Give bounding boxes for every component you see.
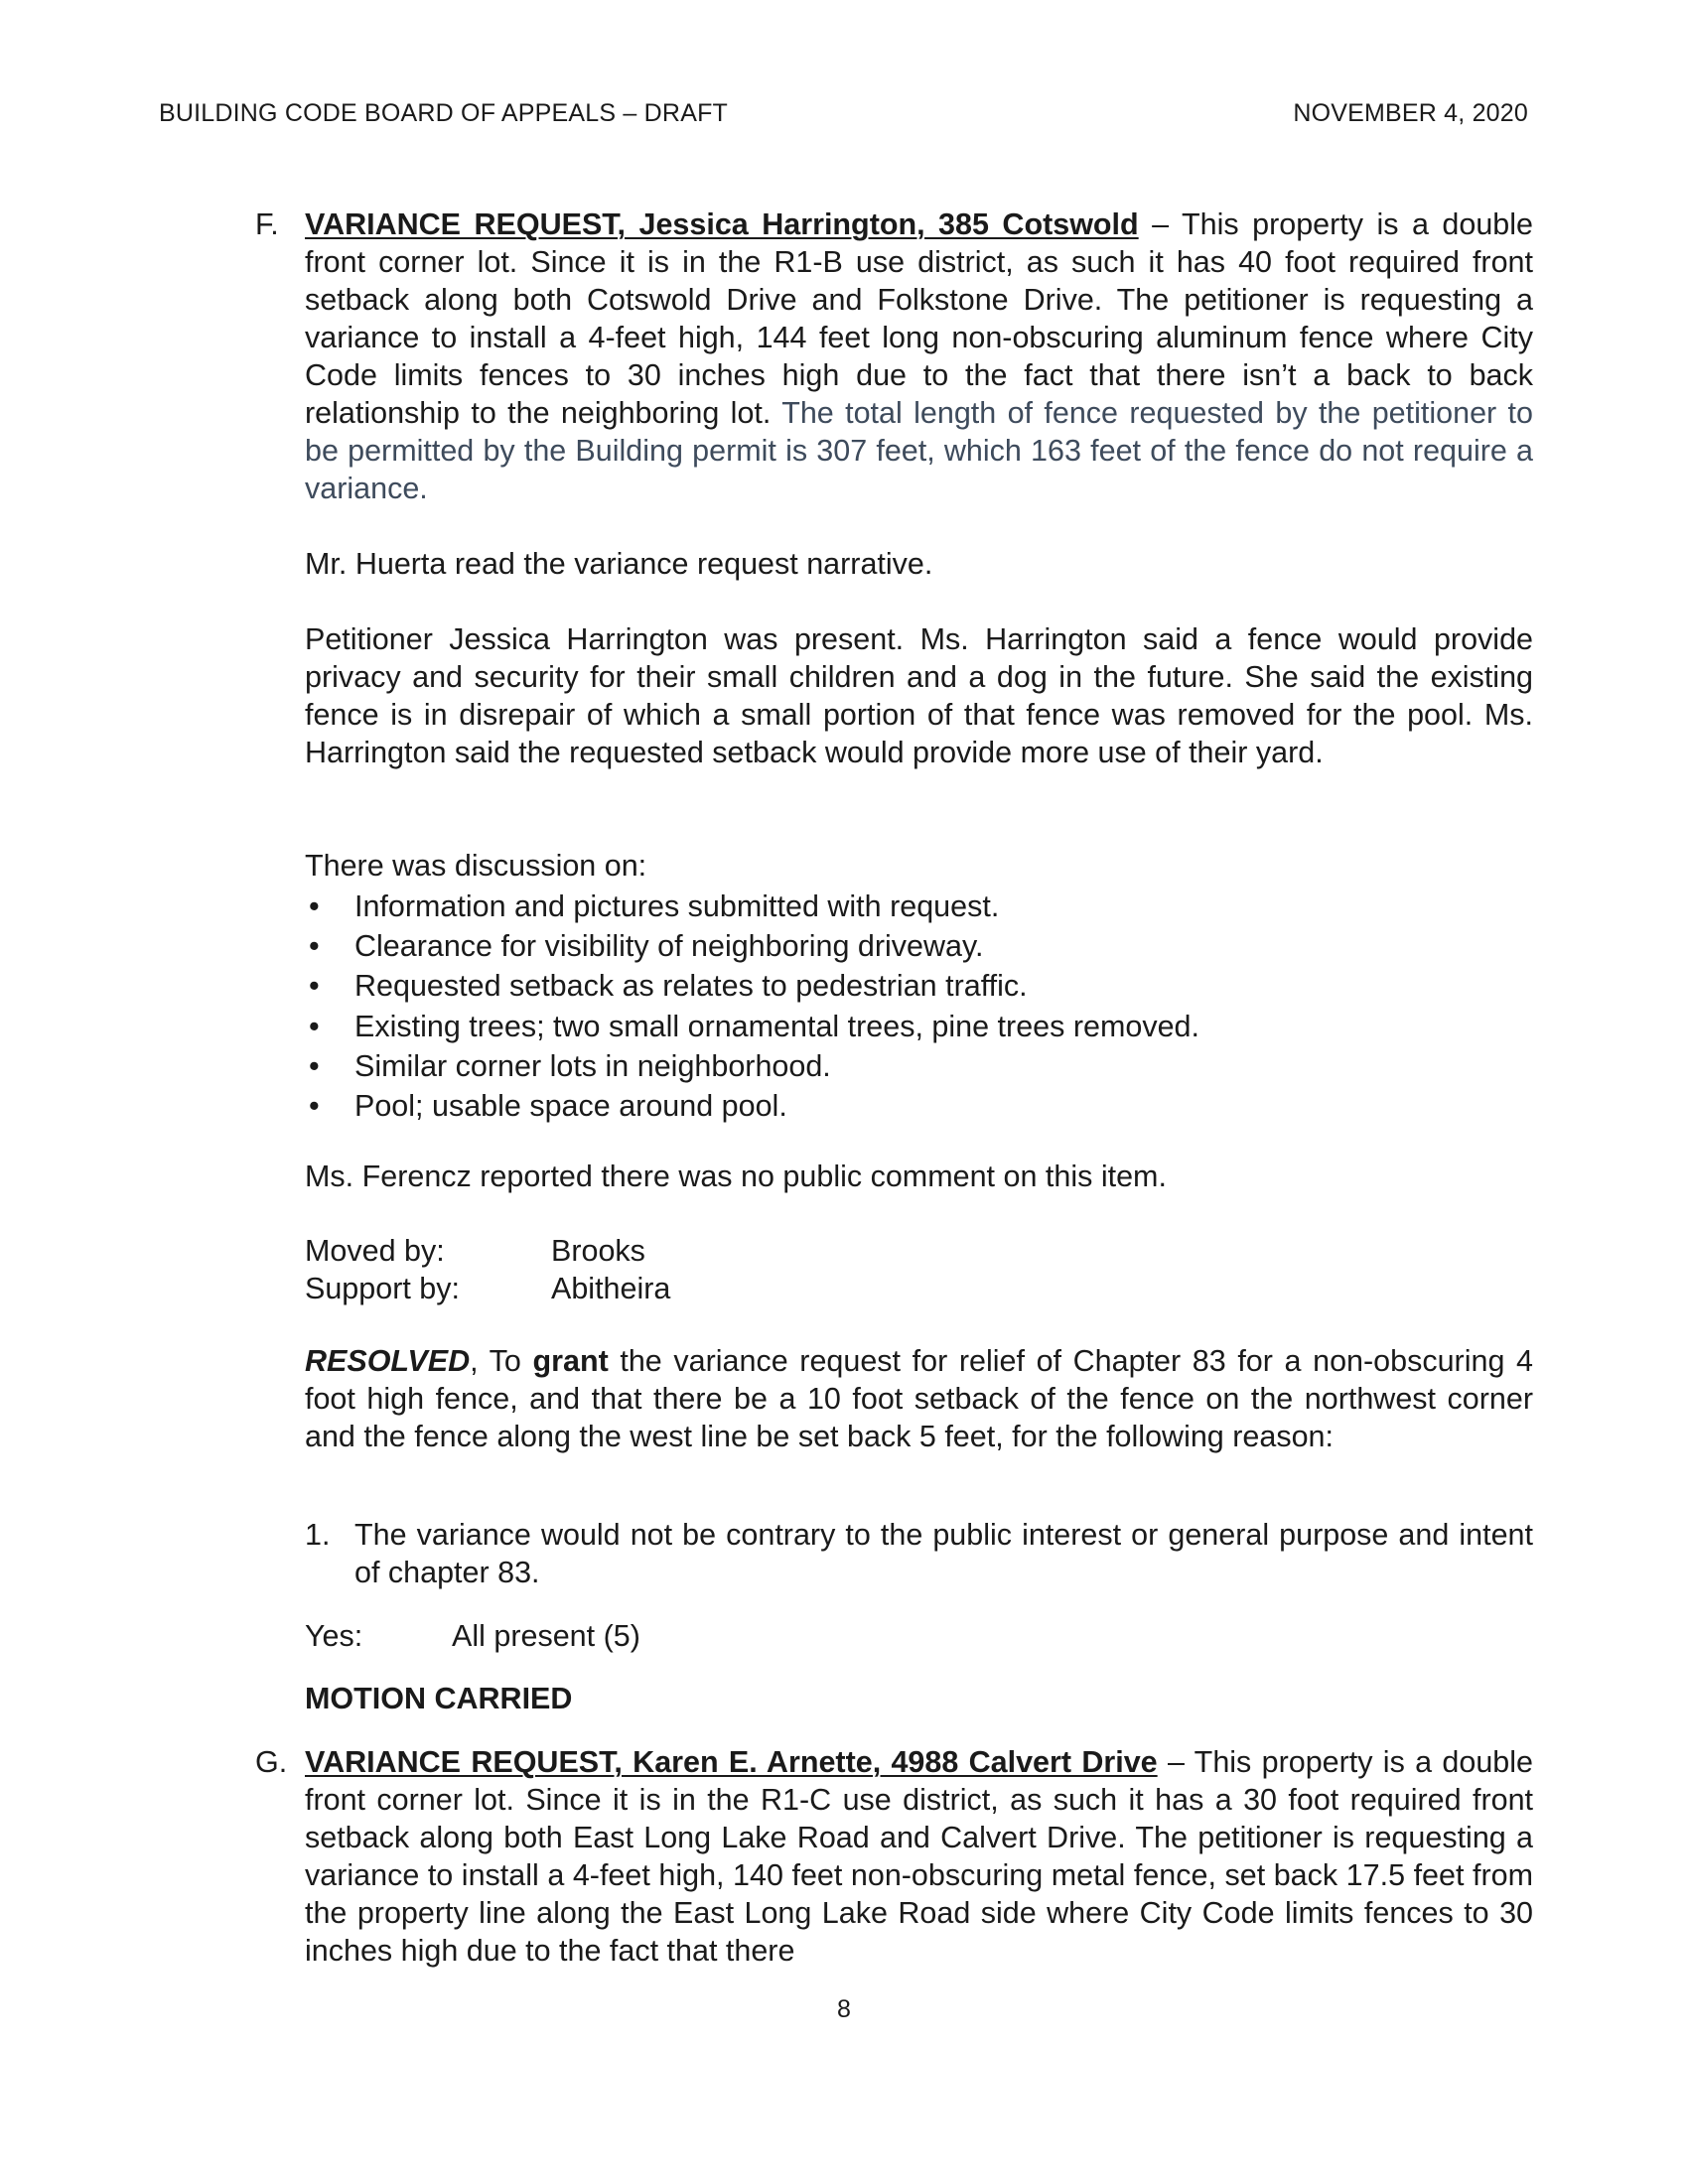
section-g-intro: VARIANCE REQUEST, Karen E. Arnette, 4988 Calvert Drive – This property is a double front corner lot. Since it is in the R1-C use district, as such it has a 30 foot required front setback along both East Long Lake Road and Calvert Drive. The petitioner is requesting a variance to install a 4-feet high, 140 feet non-obscuring metal fence, set back 17.5 feet from the property line along the East Long Lake Road side where City Code limits fences to 30 inches high due to the fact that there: [305, 1745, 1534, 1968]
list-item: 1. The variance would not be contrary to the public interest or general purpose and intent of chapter 83.: [305, 1518, 1533, 1589]
moved-by-row: [305, 1232, 1533, 1270]
section-g-title: VARIANCE REQUEST, Karen E. Arnette, 4988 Calvert Drive: [305, 1745, 1158, 1779]
vote-label: Yes:: [305, 1619, 363, 1653]
support-by-label: Support by:: [305, 1272, 460, 1305]
resolved-word: RESOLVED: [305, 1344, 471, 1378]
discussion-intro: There was discussion on:: [305, 849, 647, 883]
section-g-letter: G.: [255, 1745, 288, 1779]
list-item: • Clearance for visibility of neighboring driveway.: [309, 929, 984, 964]
section-f-title: VARIANCE REQUEST, Jessica Harrington, 385 Cotswold: [305, 207, 1139, 241]
support-by-value: Abitheira: [551, 1272, 671, 1305]
list-item: • Pool; usable space around pool.: [309, 1089, 787, 1124]
resolution-paragraph: RESOLVED, To grant the variance request for relief of Chapter 83 for a non-obscuring 4 foot high fence, and that there be a 10 foot setback of the fence on the northwest corner and the fence along the west line be set back 5 feet, for the following reason:: [305, 1344, 1533, 1453]
grant-word: grant: [532, 1344, 609, 1378]
header-date: NOVEMBER 4, 2020: [1293, 99, 1528, 127]
reasons-list: [305, 1516, 1533, 1591]
page-number: 8: [837, 1995, 851, 2023]
section-f: [255, 205, 1533, 507]
section-g: [255, 1743, 1534, 1970]
moved-by-label: Moved by:: [305, 1234, 445, 1268]
vote-value: All present (5): [452, 1619, 640, 1653]
section-f-intro-text: – This property is a double front corner lot. Since it is in the R1-B use district, as such it has 40 foot required front setback along both Cotswold Drive and Folkstone Drive. The petitioner is requesting a variance to install a 4-feet high, 144 feet long non-obscuring aluminum fence where City Code limits fences to 30 inches high due to the fact that there isn’t a back to back relationship to the neighboring lot.: [305, 207, 1533, 430]
header-title: BUILDING CODE BOARD OF APPEALS – DRAFT: [159, 99, 729, 127]
section-f-intro-blue: The total length of fence requested by the petitioner to be permitted by the Building permit is 307 feet, which 163 feet of the fence do not require a variance.: [305, 396, 1533, 505]
list-item: • Information and pictures submitted with request.: [309, 889, 1000, 923]
section-f-letter: F.: [255, 207, 279, 241]
motion-carried: MOTION CARRIED: [305, 1682, 573, 1715]
section-f-intro: [305, 205, 1533, 507]
support-by-row: [305, 1270, 1533, 1307]
narrative-text: Mr. Huerta read the variance request narrative.: [305, 547, 933, 581]
moved-by-value: Brooks: [551, 1234, 645, 1268]
list-item: • Requested setback as relates to pedestrian traffic.: [309, 969, 1028, 1004]
list-item: • Similar corner lots in neighborhood.: [309, 1048, 831, 1083]
petitioner-paragraph: Petitioner Jessica Harrington was present. Ms. Harrington said a fence would provide privacy and security for their small children and a dog in the future. She said the existing fence is in disrepair of which a small portion of that fence was removed for the pool. Ms. Harrington said the requested setback would provide more use of their yard.: [305, 622, 1533, 769]
vote-row: [305, 1617, 1533, 1655]
public-comment-text: Ms. Ferencz reported there was no public comment on this item.: [305, 1160, 1167, 1193]
discussion-list: [305, 887, 1533, 1126]
list-item: • Existing trees; two small ornamental trees, pine trees removed.: [309, 1009, 1199, 1043]
